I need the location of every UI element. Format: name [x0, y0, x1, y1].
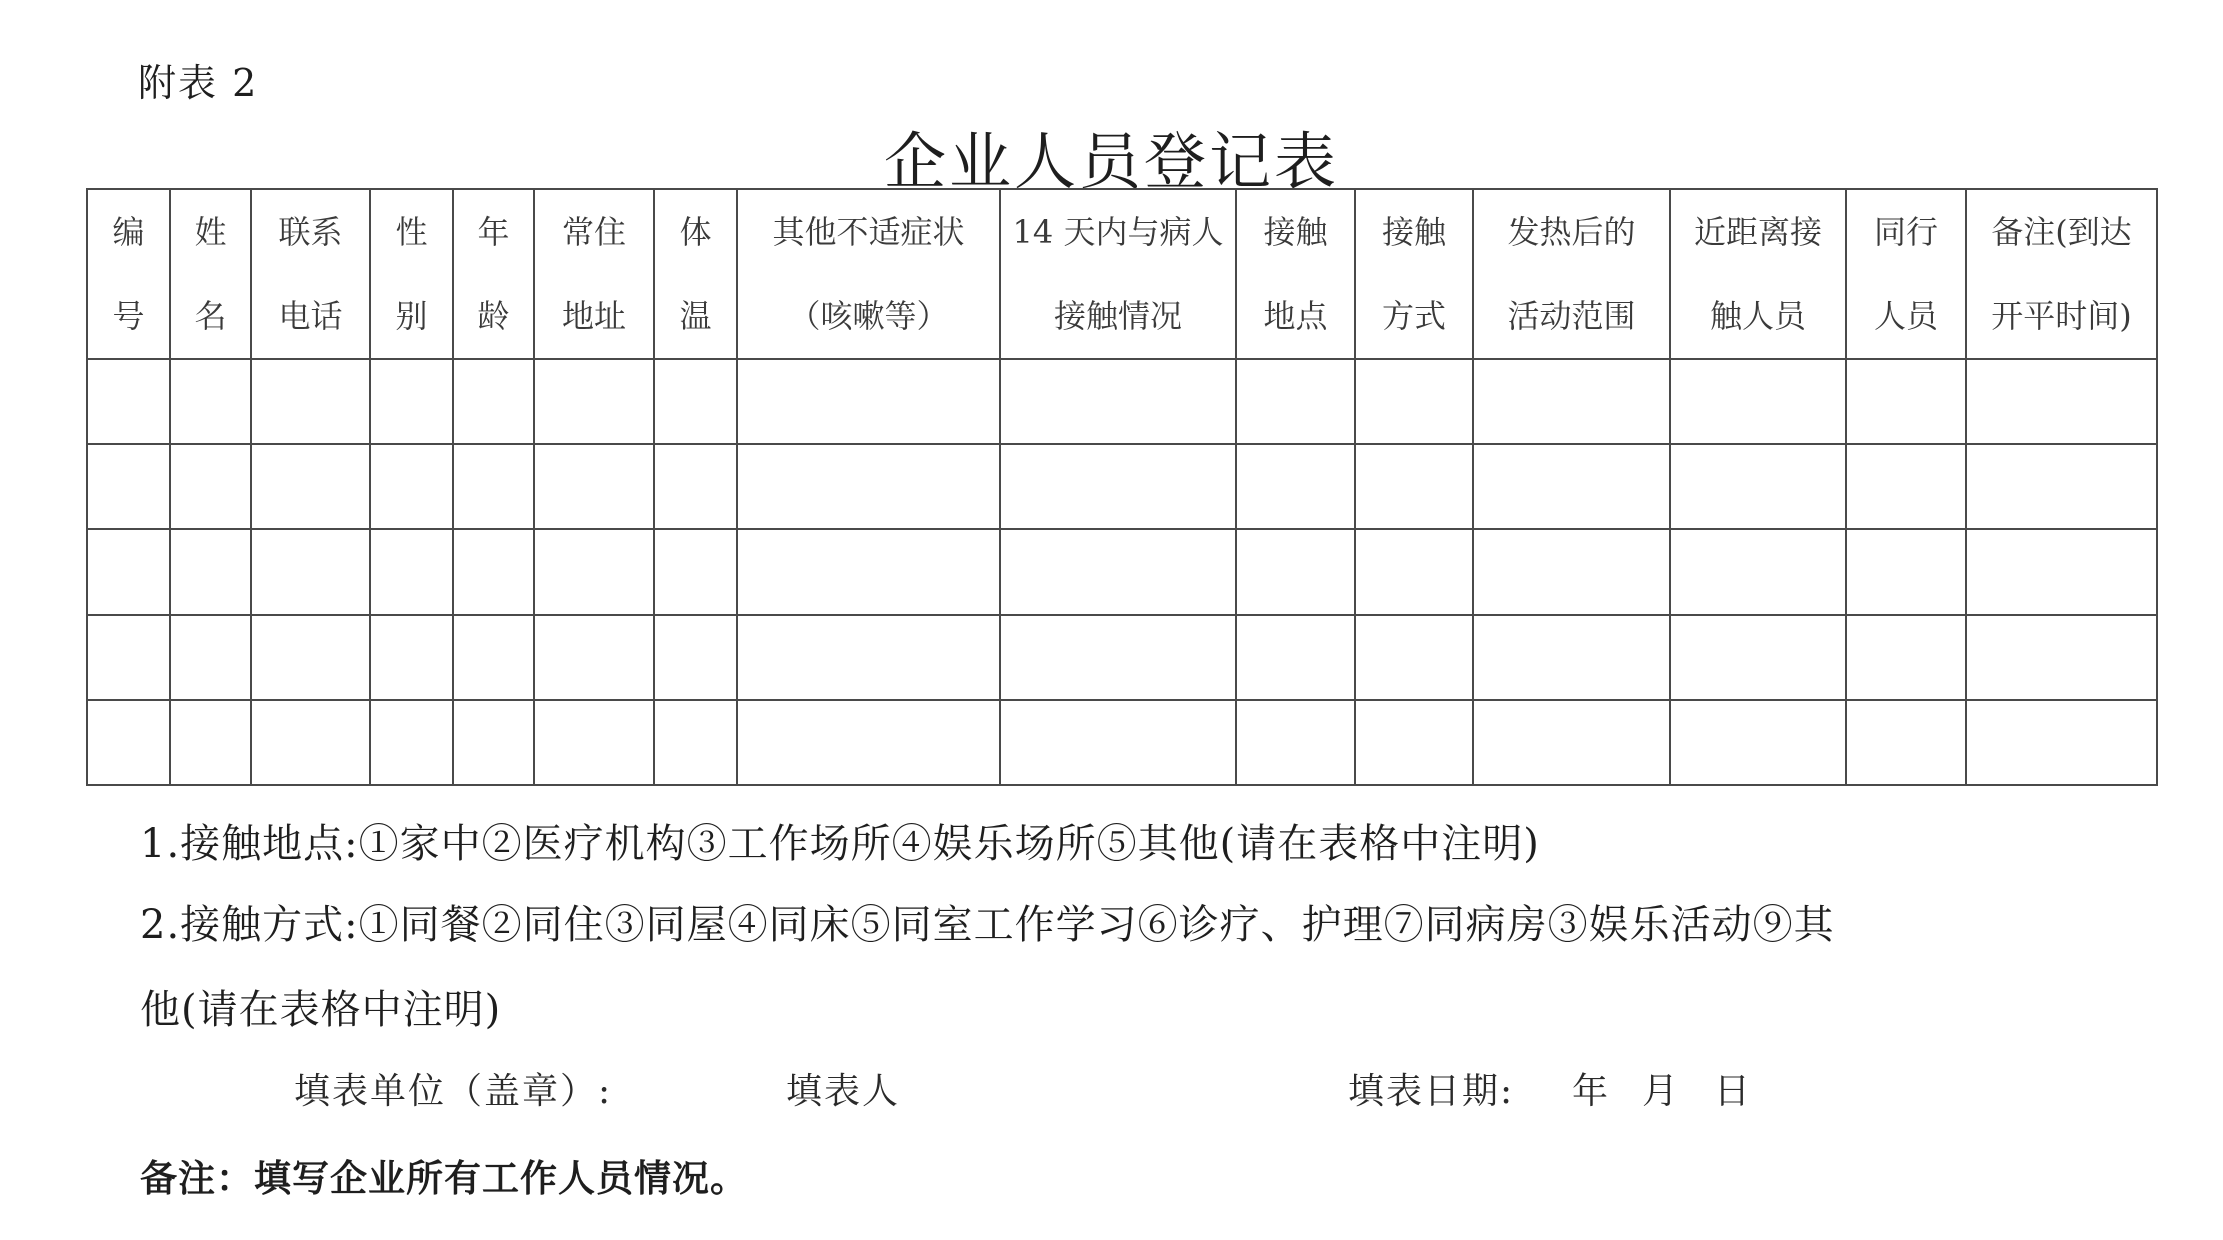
table-cell[interactable]: [370, 700, 453, 785]
col-header-address: 常住 地址: [534, 189, 654, 359]
filling-unit-label: 填表单位（盖章）:: [294, 1071, 613, 1112]
table-cell[interactable]: [370, 444, 453, 529]
table-cell[interactable]: [251, 529, 370, 614]
table-cell[interactable]: [654, 700, 737, 785]
col-header-patient-contact: 14 天内与病人 接触情况: [1000, 189, 1236, 359]
table-cell[interactable]: [1355, 359, 1473, 444]
table-cell[interactable]: [1846, 444, 1966, 529]
table-cell[interactable]: [534, 529, 654, 614]
table-cell[interactable]: [1236, 700, 1355, 785]
table-cell[interactable]: [1670, 444, 1846, 529]
table-cell[interactable]: [453, 615, 534, 700]
table-cell[interactable]: [1355, 615, 1473, 700]
table-cell[interactable]: [170, 615, 251, 700]
table-cell[interactable]: [737, 444, 1000, 529]
table-cell[interactable]: [87, 359, 170, 444]
table-row: [87, 444, 2157, 529]
table-cell[interactable]: [1670, 359, 1846, 444]
table-cell[interactable]: [170, 700, 251, 785]
table-row: [87, 529, 2157, 614]
col-header-age: 年 龄: [453, 189, 534, 359]
table-cell[interactable]: [87, 444, 170, 529]
table-cell[interactable]: [1846, 700, 1966, 785]
table-cell[interactable]: [453, 700, 534, 785]
note-contact-method: 2.接触方式:①同餐②同住③同屋④同床⑤同室工作学习⑥诊疗、护理⑦同病房③娱乐活动⑨其: [140, 902, 1835, 948]
col-header-companions: 同行 人员: [1846, 189, 1966, 359]
table-cell[interactable]: [1355, 529, 1473, 614]
table-cell[interactable]: [737, 529, 1000, 614]
table-row: [87, 700, 2157, 785]
note-contact-place: 1.接触地点:①家中②医疗机构③工作场所④娱乐场所⑤其他(请在表格中注明): [140, 821, 1540, 867]
table-cell[interactable]: [1670, 700, 1846, 785]
date-day-label: 日: [1714, 1071, 1753, 1112]
table-cell[interactable]: [534, 700, 654, 785]
table-cell[interactable]: [654, 444, 737, 529]
table-cell[interactable]: [87, 700, 170, 785]
note-contact-method-continued: 他(请在表格中注明): [140, 987, 502, 1033]
table-cell[interactable]: [654, 529, 737, 614]
col-header-phone: 联系 电话: [251, 189, 370, 359]
table-body: [87, 359, 2157, 785]
table-cell[interactable]: [1966, 444, 2157, 529]
table-cell[interactable]: [1355, 700, 1473, 785]
table-cell[interactable]: [1473, 700, 1670, 785]
page-title: 企业人员登记表: [883, 125, 1339, 198]
date-year-label: 年: [1572, 1071, 1611, 1112]
remark-note: 备注：填写企业所有工作人员情况。: [140, 1157, 748, 1200]
col-header-gender: 性 别: [370, 189, 453, 359]
table-cell[interactable]: [1670, 615, 1846, 700]
table-cell[interactable]: [1000, 615, 1236, 700]
table-cell[interactable]: [1966, 529, 2157, 614]
col-header-symptoms: 其他不适症状 （咳嗽等）: [737, 189, 1000, 359]
header-row: [87, 189, 2157, 359]
table-cell[interactable]: [1670, 529, 1846, 614]
table-cell[interactable]: [1355, 444, 1473, 529]
table-cell[interactable]: [1236, 444, 1355, 529]
registration-table: [86, 188, 2158, 786]
filling-date-label: 填表日期:: [1348, 1071, 1515, 1112]
table-cell[interactable]: [1236, 615, 1355, 700]
table-cell[interactable]: [1966, 359, 2157, 444]
table-cell[interactable]: [534, 359, 654, 444]
table-cell[interactable]: [1473, 444, 1670, 529]
table-cell[interactable]: [370, 615, 453, 700]
table-cell[interactable]: [1966, 700, 2157, 785]
table-cell[interactable]: [251, 444, 370, 529]
table-cell[interactable]: [1236, 359, 1355, 444]
table-cell[interactable]: [1846, 529, 1966, 614]
table-cell[interactable]: [654, 615, 737, 700]
table-cell[interactable]: [534, 615, 654, 700]
table-cell[interactable]: [453, 444, 534, 529]
table-cell[interactable]: [87, 615, 170, 700]
table-cell[interactable]: [1000, 529, 1236, 614]
table-cell[interactable]: [737, 615, 1000, 700]
table-cell[interactable]: [534, 444, 654, 529]
table-cell[interactable]: [1473, 615, 1670, 700]
col-header-activity-range: 发热后的 活动范围: [1473, 189, 1670, 359]
table-cell[interactable]: [1846, 615, 1966, 700]
col-header-close-contacts: 近距离接 触人员: [1670, 189, 1846, 359]
col-header-temperature: 体 温: [654, 189, 737, 359]
table-cell[interactable]: [251, 700, 370, 785]
table-cell[interactable]: [453, 359, 534, 444]
table-cell[interactable]: [251, 615, 370, 700]
table-cell[interactable]: [251, 359, 370, 444]
table-cell[interactable]: [1846, 359, 1966, 444]
table-cell[interactable]: [1473, 529, 1670, 614]
col-header-remarks: 备注(到达 开平时间): [1966, 189, 2157, 359]
table-cell[interactable]: [170, 359, 251, 444]
table-row: [87, 615, 2157, 700]
table-cell[interactable]: [87, 529, 170, 614]
table-cell[interactable]: [170, 444, 251, 529]
col-header-name: 姓 名: [170, 189, 251, 359]
table-cell[interactable]: [1000, 444, 1236, 529]
attachment-label: 附表 2: [138, 61, 259, 105]
table-cell[interactable]: [1236, 529, 1355, 614]
table-cell[interactable]: [170, 529, 251, 614]
col-header-number: 编 号: [87, 189, 170, 359]
table-cell[interactable]: [1966, 615, 2157, 700]
table-cell[interactable]: [737, 700, 1000, 785]
table-cell[interactable]: [1000, 700, 1236, 785]
table-cell[interactable]: [737, 359, 1000, 444]
date-month-label: 月: [1642, 1071, 1681, 1112]
table-cell[interactable]: [370, 529, 453, 614]
filler-label: 填表人: [786, 1071, 901, 1112]
table-cell[interactable]: [1473, 359, 1670, 444]
table-cell[interactable]: [453, 529, 534, 614]
table-row: [87, 359, 2157, 444]
table-cell[interactable]: [1000, 359, 1236, 444]
col-header-contact-place: 接触 地点: [1236, 189, 1355, 359]
table-cell[interactable]: [370, 359, 453, 444]
col-header-contact-method: 接触 方式: [1355, 189, 1473, 359]
table-cell[interactable]: [654, 359, 737, 444]
